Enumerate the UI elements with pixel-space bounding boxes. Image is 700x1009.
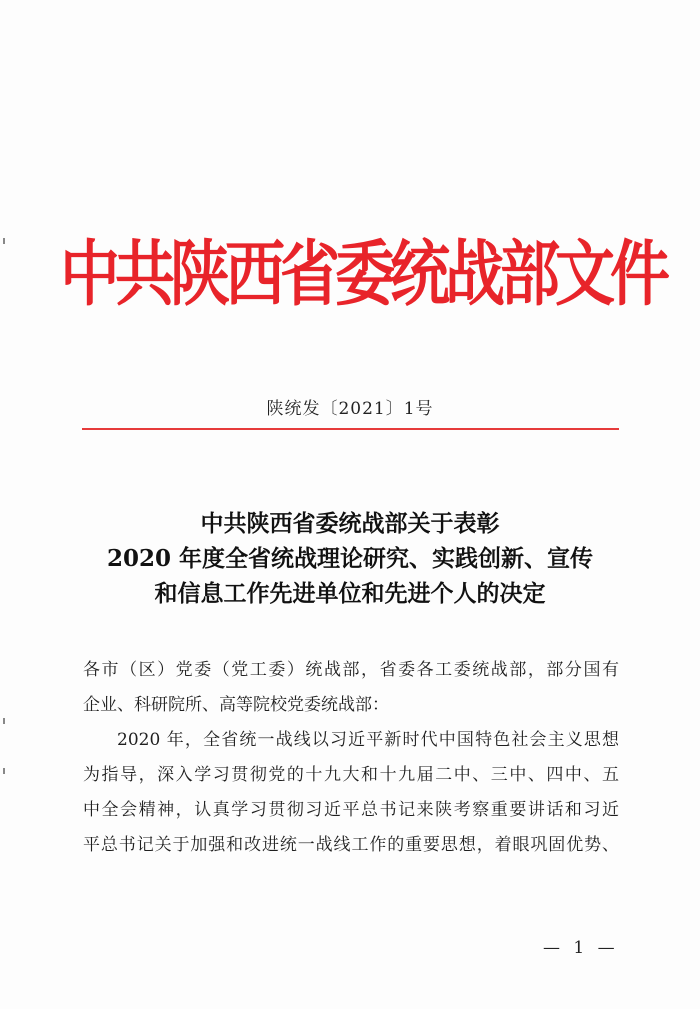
document-title	[60, 506, 640, 611]
body-line: 平总书记关于加强和改进统一战线工作的重要思想，着眼巩固优势、	[83, 835, 619, 855]
letterhead-title: 中共陕西省委统战部文件	[60, 233, 665, 317]
title-line: 中共陕西省委统战部关于表彰	[200, 510, 500, 537]
body-line: 2020 年，全省统一战线以习近平新时代中国特色社会主义思想	[117, 730, 619, 750]
document-body	[83, 653, 619, 863]
body-line: 各市（区）党委（党工委）统战部，省委各工委统战部，部分国有	[83, 660, 619, 680]
document-number: 陕统发〔2021〕1号	[266, 399, 434, 419]
page-number: — 1 —	[543, 938, 619, 958]
red-divider-rule	[82, 428, 619, 430]
title-line: 2020 年度全省统战理论研究、实践创新、宣传	[106, 545, 594, 572]
binding-mark	[3, 718, 5, 724]
body-line: 为指导，深入学习贯彻党的十九大和十九届二中、三中、四中、五	[83, 765, 619, 785]
title-line: 和信息工作先进单位和先进个人的决定	[154, 580, 546, 607]
body-line: 中全会精神，认真学习贯彻习近平总书记来陕考察重要讲话和习近	[83, 800, 619, 820]
binding-mark	[3, 768, 5, 774]
binding-mark	[3, 238, 5, 244]
body-line: 企业、科研院所、高等院校党委统战部：	[83, 695, 389, 715]
